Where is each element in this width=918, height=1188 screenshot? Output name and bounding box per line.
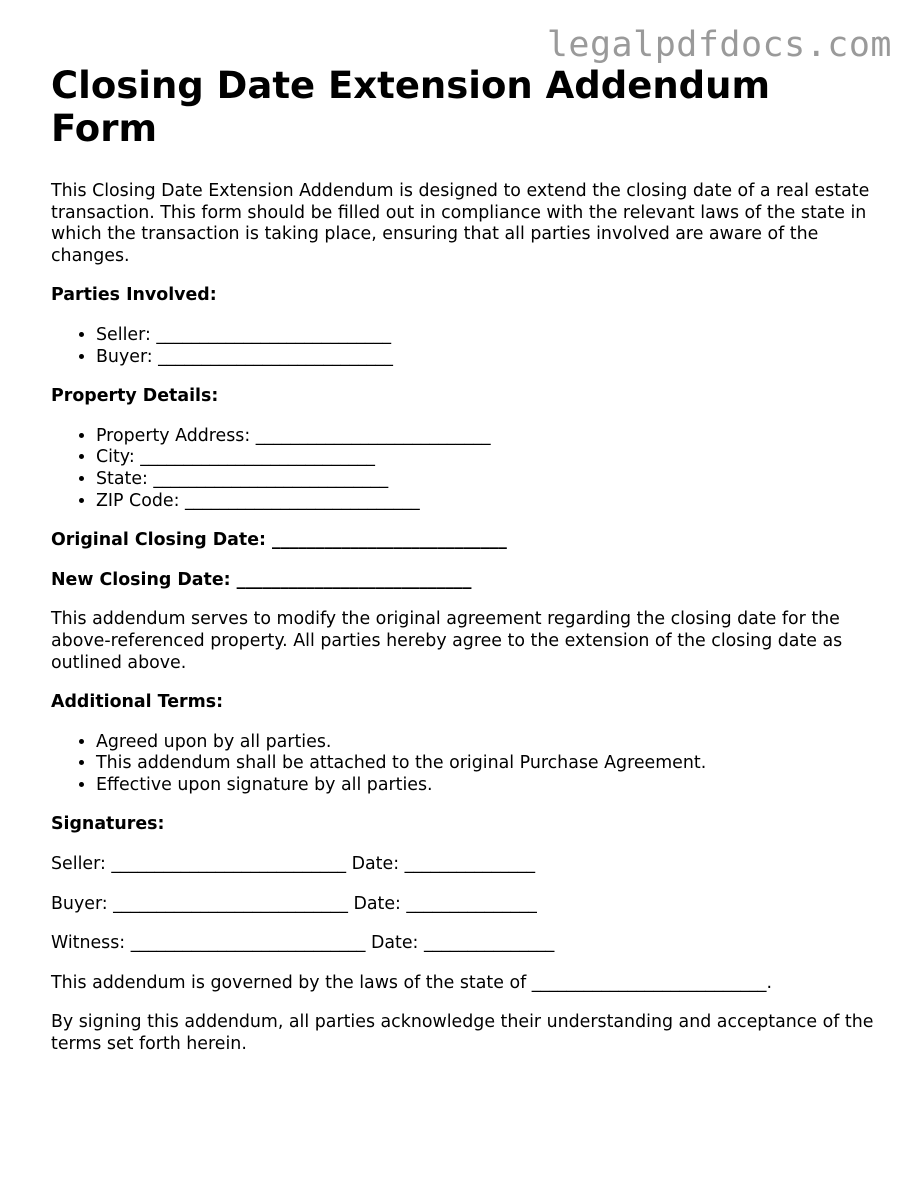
parties-heading: Parties Involved: (51, 285, 217, 306)
additional-terms-list (51, 732, 881, 797)
document-page (51, 64, 881, 1056)
list-item-term: • This addendum shall be attached to the original Purchase Agreement. (96, 753, 881, 775)
list-item-term: • Agreed upon by all parties. (96, 732, 881, 754)
signature-line-witness: Witness: ___________________________ Date: _______________ (51, 933, 555, 954)
signature-line-seller: Seller: ___________________________ Date: _______________ (51, 854, 536, 875)
governing-law-paragraph: This addendum is governed by the laws of the state of ___________________________. (51, 972, 773, 993)
modify-paragraph: This addendum serves to modify the original agreement regarding the closing date for the above-referenced property. All parties hereby agree to the extension of the closing date as outlined above. (51, 609, 843, 673)
watermark-text: legalpdfdocs.com (546, 25, 892, 65)
property-list (51, 426, 881, 512)
list-item-city: • City: ___________________________ (96, 447, 881, 469)
additional-terms-heading: Additional Terms: (51, 692, 224, 713)
acknowledgement-paragraph: By signing this addendum, all parties acknowledge their understanding and acceptance of the terms set forth herein. (51, 1012, 874, 1055)
list-item-buyer: • Buyer: ___________________________ (96, 347, 881, 369)
list-item-seller: • Seller: ___________________________ (96, 325, 881, 347)
property-heading: Property Details: (51, 386, 219, 407)
parties-list (51, 325, 881, 368)
original-closing-date: Original Closing Date: ___________________________ (51, 530, 507, 551)
document-title: Closing Date Extension Addendum Form (51, 64, 771, 150)
list-item-term: • Effective upon signature by all parties. (96, 775, 881, 797)
new-closing-date: New Closing Date: ___________________________ (51, 569, 472, 590)
list-item-zip-code: • ZIP Code: ___________________________ (96, 491, 881, 513)
signatures-heading: Signatures: (51, 814, 165, 835)
list-item-state: • State: ___________________________ (96, 469, 881, 491)
list-item-property-address: • Property Address: ___________________________ (96, 426, 881, 448)
intro-paragraph: This Closing Date Extension Addendum is designed to extend the closing date of a real estate transaction. This form should be filled out in compliance with the relevant laws of the state in which the transaction is taking place, ensuring that all parties involved are aware of the changes. (51, 181, 870, 266)
signature-line-buyer: Buyer: ___________________________ Date: _______________ (51, 893, 537, 914)
